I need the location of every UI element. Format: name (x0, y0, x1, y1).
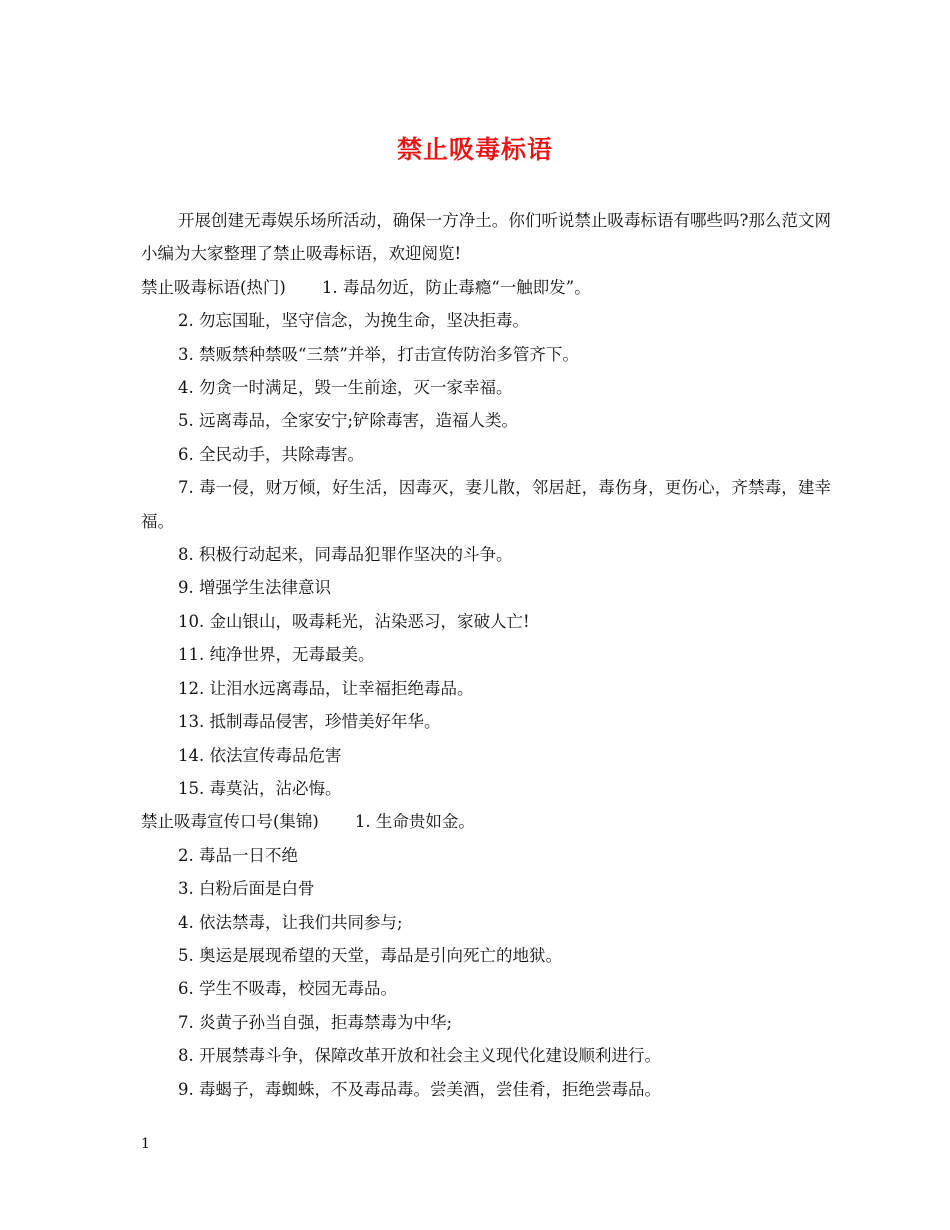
list-item: 6. 全民动手，共除毒害。 (178, 444, 364, 464)
list-item: 2. 勿忘国耻，坚守信念，为挽生命，坚决拒毒。 (178, 311, 529, 331)
list-item: 13. 抵制毒品侵害，珍惜美好年华。 (178, 712, 441, 732)
document-title: 禁止吸毒标语 (396, 135, 553, 164)
section2-item-1: 1. 生命贵如金。 (354, 812, 475, 832)
list-item: 11. 纯净世界，无毒最美。 (178, 645, 375, 665)
page-number: 1 (141, 1136, 150, 1152)
list-item: 3. 白粉后面是白骨 (178, 879, 315, 899)
list-item: 4. 依法禁毒，让我们共同参与; (178, 912, 403, 932)
list-item: 14. 依法宣传毒品危害 (178, 745, 342, 765)
list-item: 9. 毒蝎子，毒蜘蛛，不及毒品毒。尝美酒，尝佳肴，拒绝尝毒品。 (178, 1079, 661, 1099)
list-item: 9. 增强学生法律意识 (178, 578, 331, 598)
section1-item-1: 1. 毒品勿近，防止毒瘾“一触即发”。 (321, 277, 591, 297)
section1-heading: 禁止吸毒标语(热门) (141, 277, 286, 297)
list-item: 5. 远离毒品，全家安宁;铲除毒害，造福人类。 (178, 411, 519, 431)
list-item: 3. 禁贩禁种禁吸“三禁”并举，打击宣传防治多管齐下。 (178, 344, 579, 364)
list-item: 6. 学生不吸毒，校园无毒品。 (178, 979, 397, 999)
intro-paragraph: 开展创建无毒娱乐场所活动，确保一方净土。你们听说禁止吸毒标语有哪些吗?那么范文网小编为大家整理了禁止吸毒标语，欢迎阅览! (141, 211, 831, 264)
list-item: 7. 炎黄子孙当自强，拒毒禁毒为中华; (178, 1012, 453, 1032)
section2-heading: 禁止吸毒宣传口号(集锦) (141, 812, 319, 832)
list-item: 8. 开展禁毒斗争，保障改革开放和社会主义现代化建设顺利进行。 (178, 1046, 661, 1066)
list-item: 8. 积极行动起来，同毒品犯罪作坚决的斗争。 (178, 545, 513, 565)
list-item: 10. 金山银山，吸毒耗光，沾染恶习，家破人亡! (178, 611, 530, 631)
list-item: 15. 毒莫沾，沾必悔。 (178, 778, 342, 798)
list-item: 2. 毒品一日不绝 (178, 845, 298, 865)
section2-heading-line (141, 805, 831, 838)
document-body (141, 204, 831, 1106)
list-item: 4. 勿贪一时满足，毁一生前途，灭一家幸福。 (178, 378, 513, 398)
list-item-wrapped: 7. 毒一侵，财万倾，好生活，因毒灭，妻儿散，邻居赶，毒伤身，更伤心，齐禁毒，建幸福。 (141, 478, 831, 531)
list-item: 5. 奥运是展现希望的天堂，毒品是引向死亡的地狱。 (178, 945, 562, 965)
list-item: 12. 让泪水远离毒品，让幸福拒绝毒品。 (178, 678, 474, 698)
section1-heading-line (141, 271, 831, 304)
